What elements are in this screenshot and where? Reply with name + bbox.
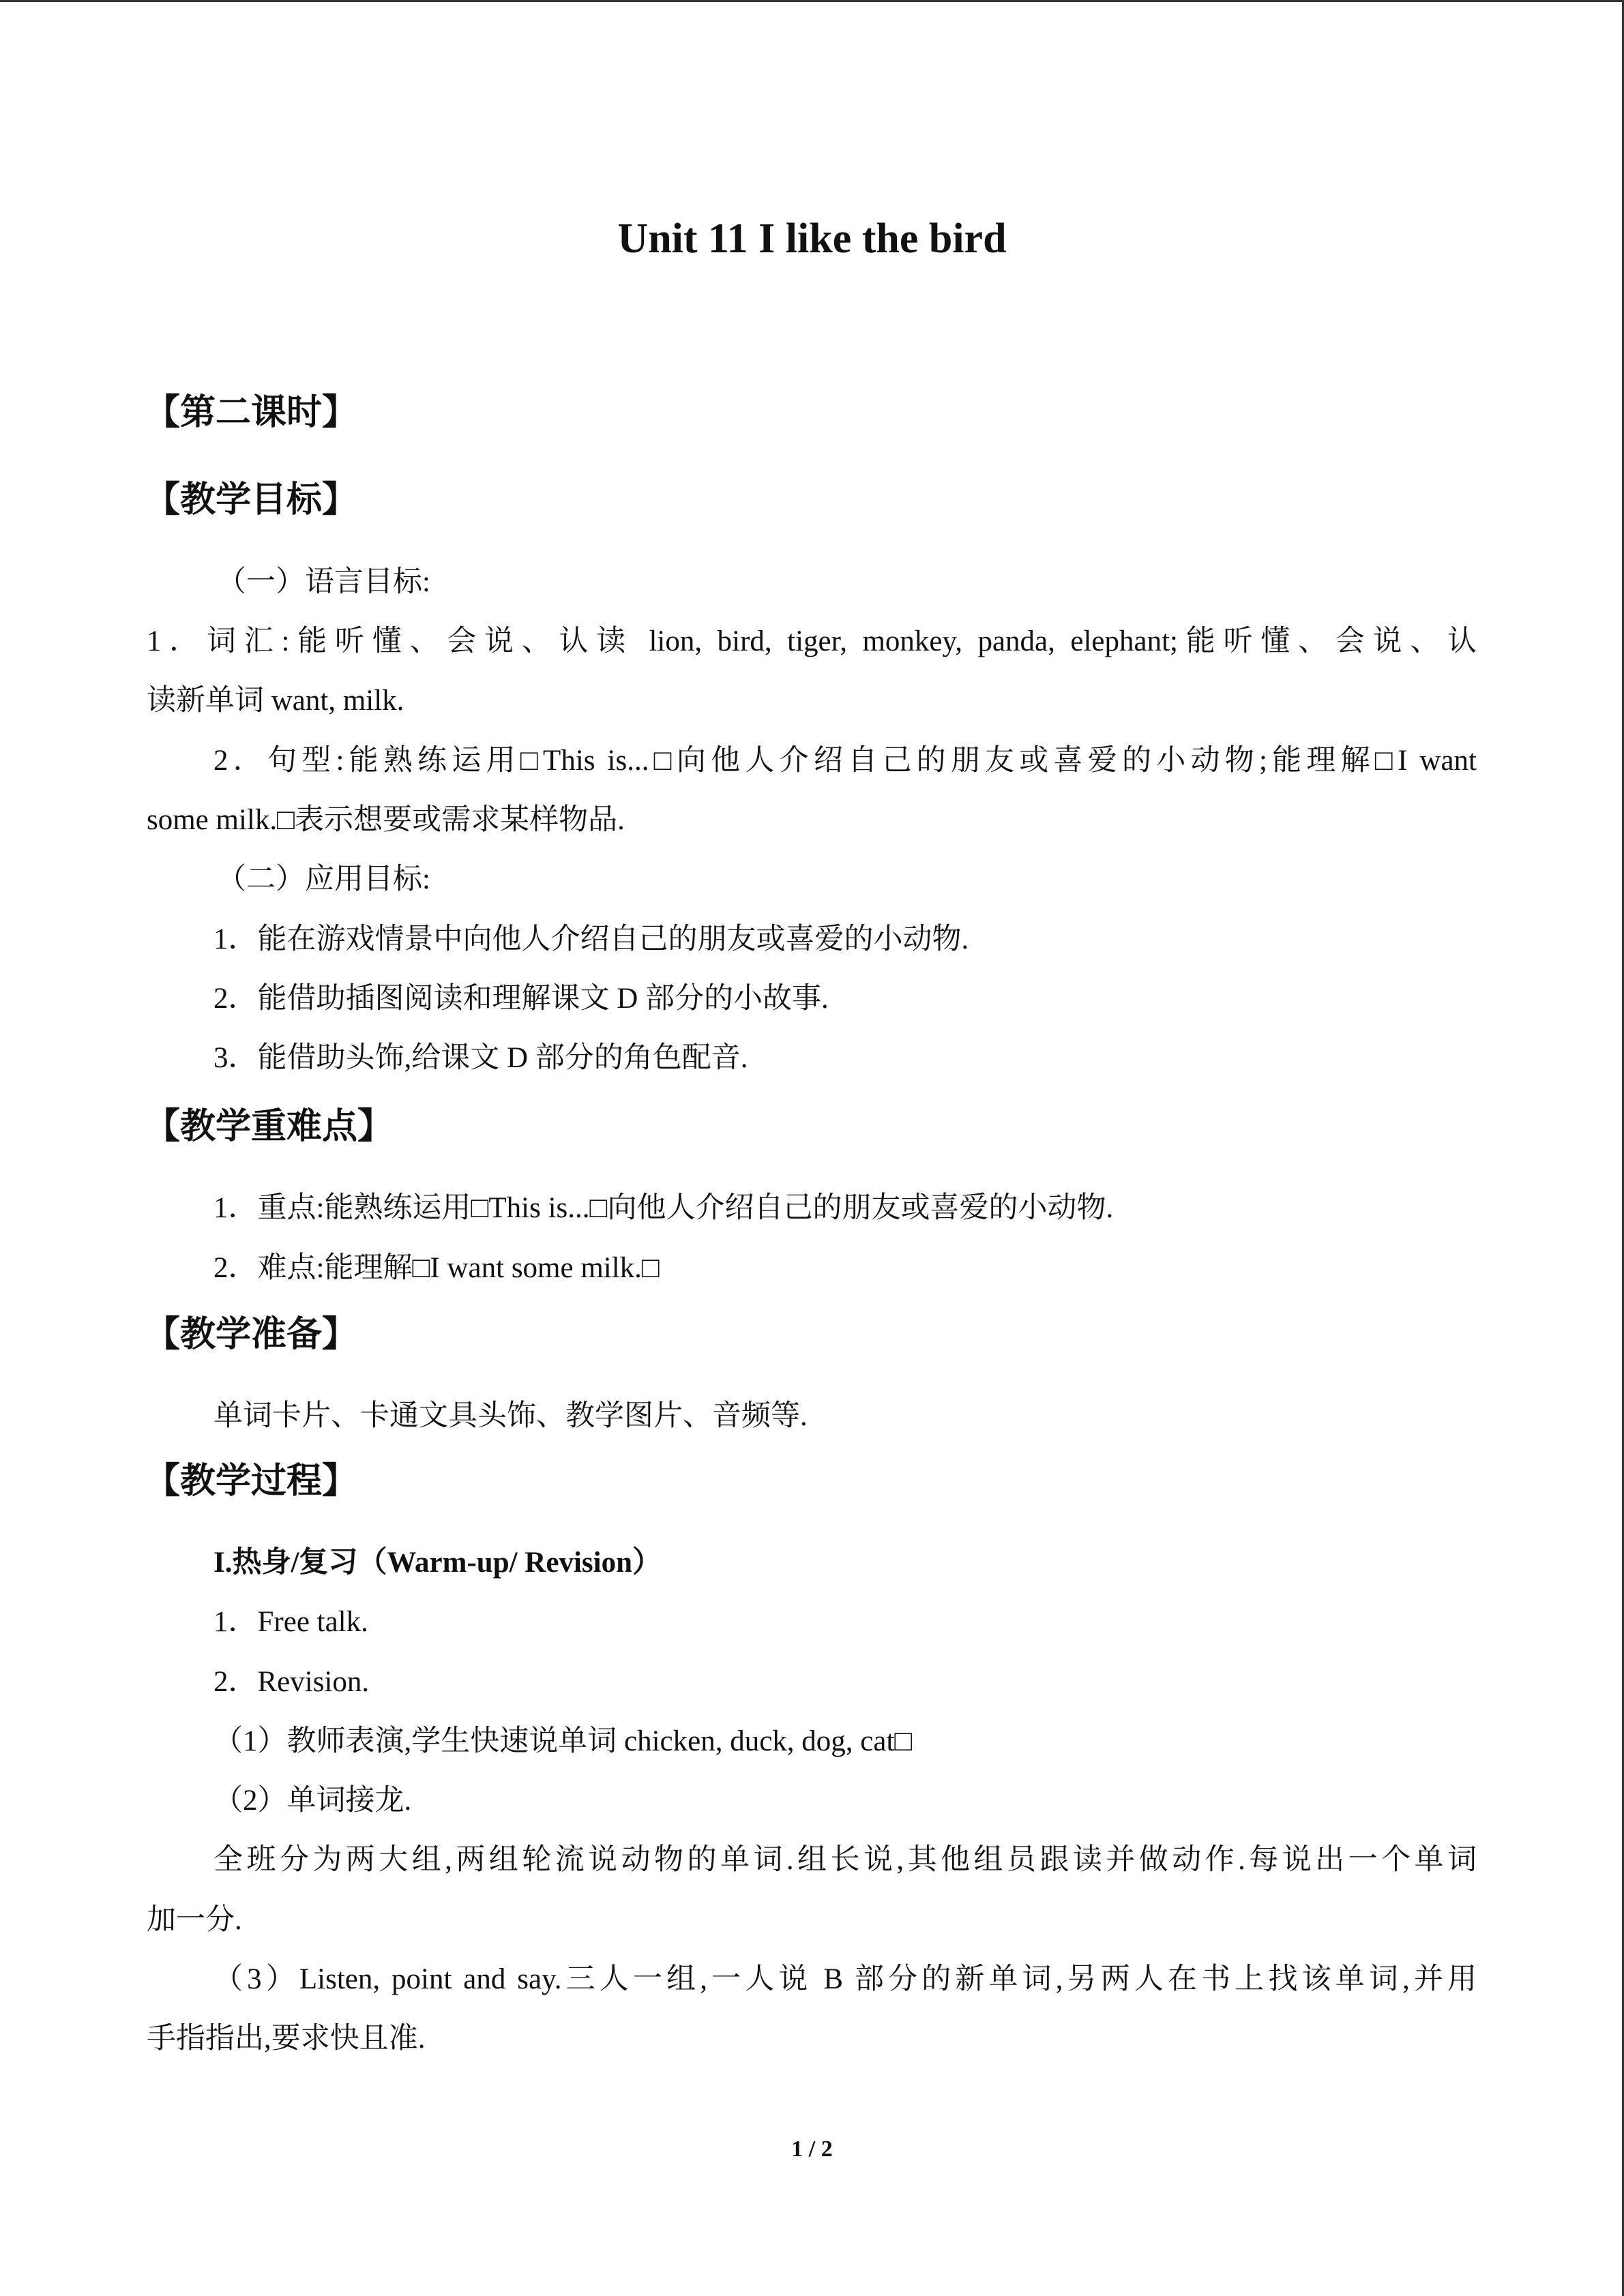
process-substep-3-line-1 [147, 1959, 1477, 2000]
application-goals-heading: （二）应用目标: [217, 863, 430, 895]
section-heading-key-points: 【教学重难点】 [145, 1106, 394, 1147]
pattern-goal-part-b: is...□向他人介绍自己的朋友或喜爱的小动物;能理解□I [607, 745, 1408, 777]
process-substep-3-text: （3）Listen, point and say.三人一组,一人说 B 部分的新单词,另两人在书上找该单词,并用 [213, 1963, 1477, 1995]
document-title: Unit 11 I like the bird [617, 215, 1007, 262]
pattern-goal-part-a: 2．句型:能熟练运用□This [213, 745, 595, 777]
section-heading-process: 【教学过程】 [145, 1461, 358, 1502]
pattern-goal-part-c: want [1419, 745, 1477, 777]
process-step-2: 2．Revision. [213, 1666, 370, 1698]
application-goal-2: 2．能借助插图阅读和理解课文 D 部分的小故事. [213, 983, 829, 1015]
section-heading-goals: 【教学目标】 [145, 479, 358, 520]
application-goal-3: 3．能借助头饰,给课文 D 部分的角色配音. [213, 1042, 748, 1074]
section-heading-period: 【第二课时】 [145, 392, 358, 433]
language-goals-heading: （一）语言目标: [217, 566, 430, 598]
vocab-goal-line-1: 1．词汇:能听懂、会说、认读 lion, bird, tiger, monkey, panda, elephant;能听懂、会说、认 [147, 625, 1477, 657]
key-point-1: 1．重点:能熟练运用□This is...□向他人介绍自己的朋友或喜爱的小动物. [213, 1192, 1114, 1224]
process-substep-3-line-2: 手指指出,要求快且准. [147, 2023, 426, 2055]
application-goal-1: 1．能在游戏情景中向他人介绍自己的朋友或喜爱的小动物. [213, 923, 969, 955]
process-substep-1: （1）教师表演,学生快速说单词 chicken, duck, dog, cat□ [213, 1725, 913, 1757]
process-paragraph-line-2: 加一分. [147, 1904, 242, 1936]
pattern-goal-line-1 [147, 741, 1477, 781]
vocab-goal-line-2: 读新单词 want, milk. [147, 685, 404, 717]
preparation-text: 单词卡片、卡通文具头饰、教学图片、音频等. [213, 1400, 808, 1432]
warmup-heading: I.热身/复习（Warm-up/ Revision） [213, 1547, 662, 1579]
process-step-1: 1．Free talk. [213, 1606, 368, 1638]
page-number: 1 / 2 [791, 2136, 833, 2162]
process-substep-2: （2）单词接龙. [213, 1785, 412, 1817]
process-paragraph-text-1: 全班分为两大组,两组轮流说动物的单词.组长说,其他组员跟读并做动作.每说出一个单词 [213, 1844, 1477, 1876]
section-heading-preparation: 【教学准备】 [145, 1314, 358, 1355]
process-paragraph-line-1 [147, 1840, 1477, 1881]
pattern-goal-line-2: some milk.□表示想要或需求某样物品. [147, 804, 625, 836]
key-point-2: 2．难点:能理解□I want some milk.□ [213, 1252, 660, 1284]
